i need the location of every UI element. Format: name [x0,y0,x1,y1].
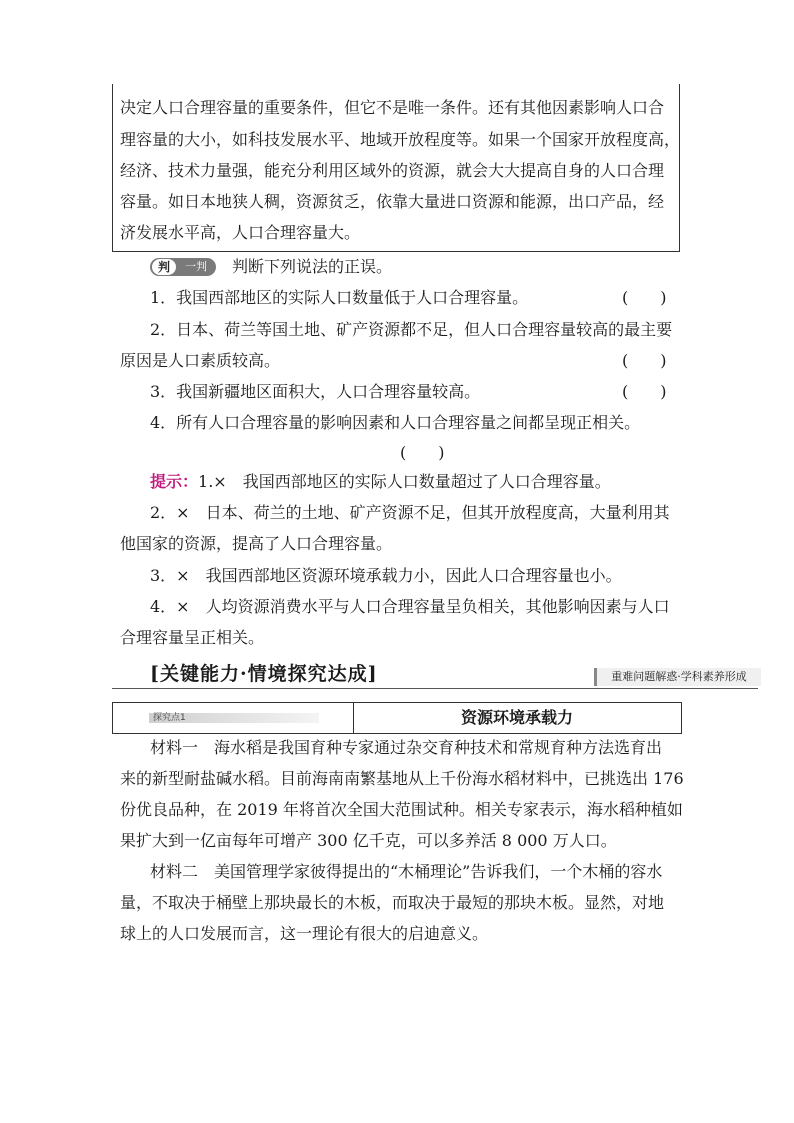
box-line: 决定人口合理容量的重要条件，但它不是唯一条件。还有其他因素影响人口合 [120,98,665,117]
material-line: 来的新型耐盐碱水稻。目前海南南繁基地从上千份海水稻材料中，已挑选出 176 [120,769,684,788]
box-line: 理容量的大小，如科技发展水平、地域开放程度等。如果一个国家开放程度高， [120,130,681,149]
hint-line: 4．× 人均资源消费水平与人口合理容量呈负相关，其他影响因素与人口 [150,597,670,616]
judge-item: 3．我国新疆地区面积大，人口合理容量较高。 [150,382,481,401]
topic-heading: 资源环境承载力 [460,708,573,727]
section-title: [关键能力·情境探究达成] [150,663,378,685]
material-line: 量，不取决于桶壁上那块最长的木板，而取决于最短的那块木板。显然，对地 [120,893,665,912]
answer-paren: ( ) [622,382,667,401]
hint-line-1 [150,472,611,492]
box-line: 济发展水平高，人口合理容量大。 [120,223,361,242]
topic-tag-cell [113,703,354,733]
material-line: 球上的人口发展而言，这一理论有很大的启迪意义。 [120,924,489,943]
judge-badge-right: 一判 [185,260,207,273]
judge-badge [150,258,216,276]
answer-paren: ( ) [622,288,667,307]
material-line: 份优良品种，在 2019 年将首次全国大范围试种。相关专家表示，海水稻种植如 [120,800,683,819]
material-line: 材料一 海水稻是我国育种专家通过杂交育种技术和常规育种方法选育出 [150,738,663,757]
answer-paren: ( ) [400,443,445,462]
hint-line: 合理容量呈正相关。 [120,628,265,647]
hint-line: 3．× 我国西部地区资源环境承载力小，因此人口合理容量也小。 [150,566,622,585]
hint-label: 提示： [150,472,199,491]
material-line: 材料二 美国管理学家彼得提出的“木桶理论”告诉我们，一个木桶的容水 [150,862,663,881]
judge-item: 4．所有人口合理容量的影响因素和人口合理容量之间都呈现正相关。 [150,413,641,432]
hint-text: 1.× 我国西部地区的实际人口数量超过了人口合理容量。 [198,472,611,491]
box-line: 经济、技术力量强，能充分利用区域外的资源，就会大大提高自身的人口合理 [120,161,665,180]
judge-instruction: 判断下列说法的正误。 [232,257,393,276]
hint-line: 他国家的资源，提高了人口合理容量。 [120,534,393,553]
material-line: 果扩大到一亿亩每年可增产 300 亿千克，可以多养活 8 000 万人口。 [120,831,617,850]
topic-table [112,702,682,734]
judge-item: 原因是人口素质较高。 [120,351,281,370]
topic-tag: 探究点1 [153,713,186,723]
section-tag: 重难问题解惑·学科素养形成 [594,668,761,686]
judge-item: 2．日本、荷兰等国土地、矿产资源都不足，但人口合理容量较高的最主要 [150,320,673,339]
judge-item: 1．我国西部地区的实际人口数量低于人口合理容量。 [150,288,529,307]
section-divider [112,688,758,689]
answer-paren: ( ) [622,351,667,370]
judge-badge-left: 判 [152,259,176,275]
hint-line: 2．× 日本、荷兰的土地、矿产资源不足，但其开放程度高，大量利用其 [150,503,670,522]
box-line: 容量。如日本地狭人稠，资源贫乏，依靠大量进口资源和能源，出口产品，经 [120,192,665,211]
